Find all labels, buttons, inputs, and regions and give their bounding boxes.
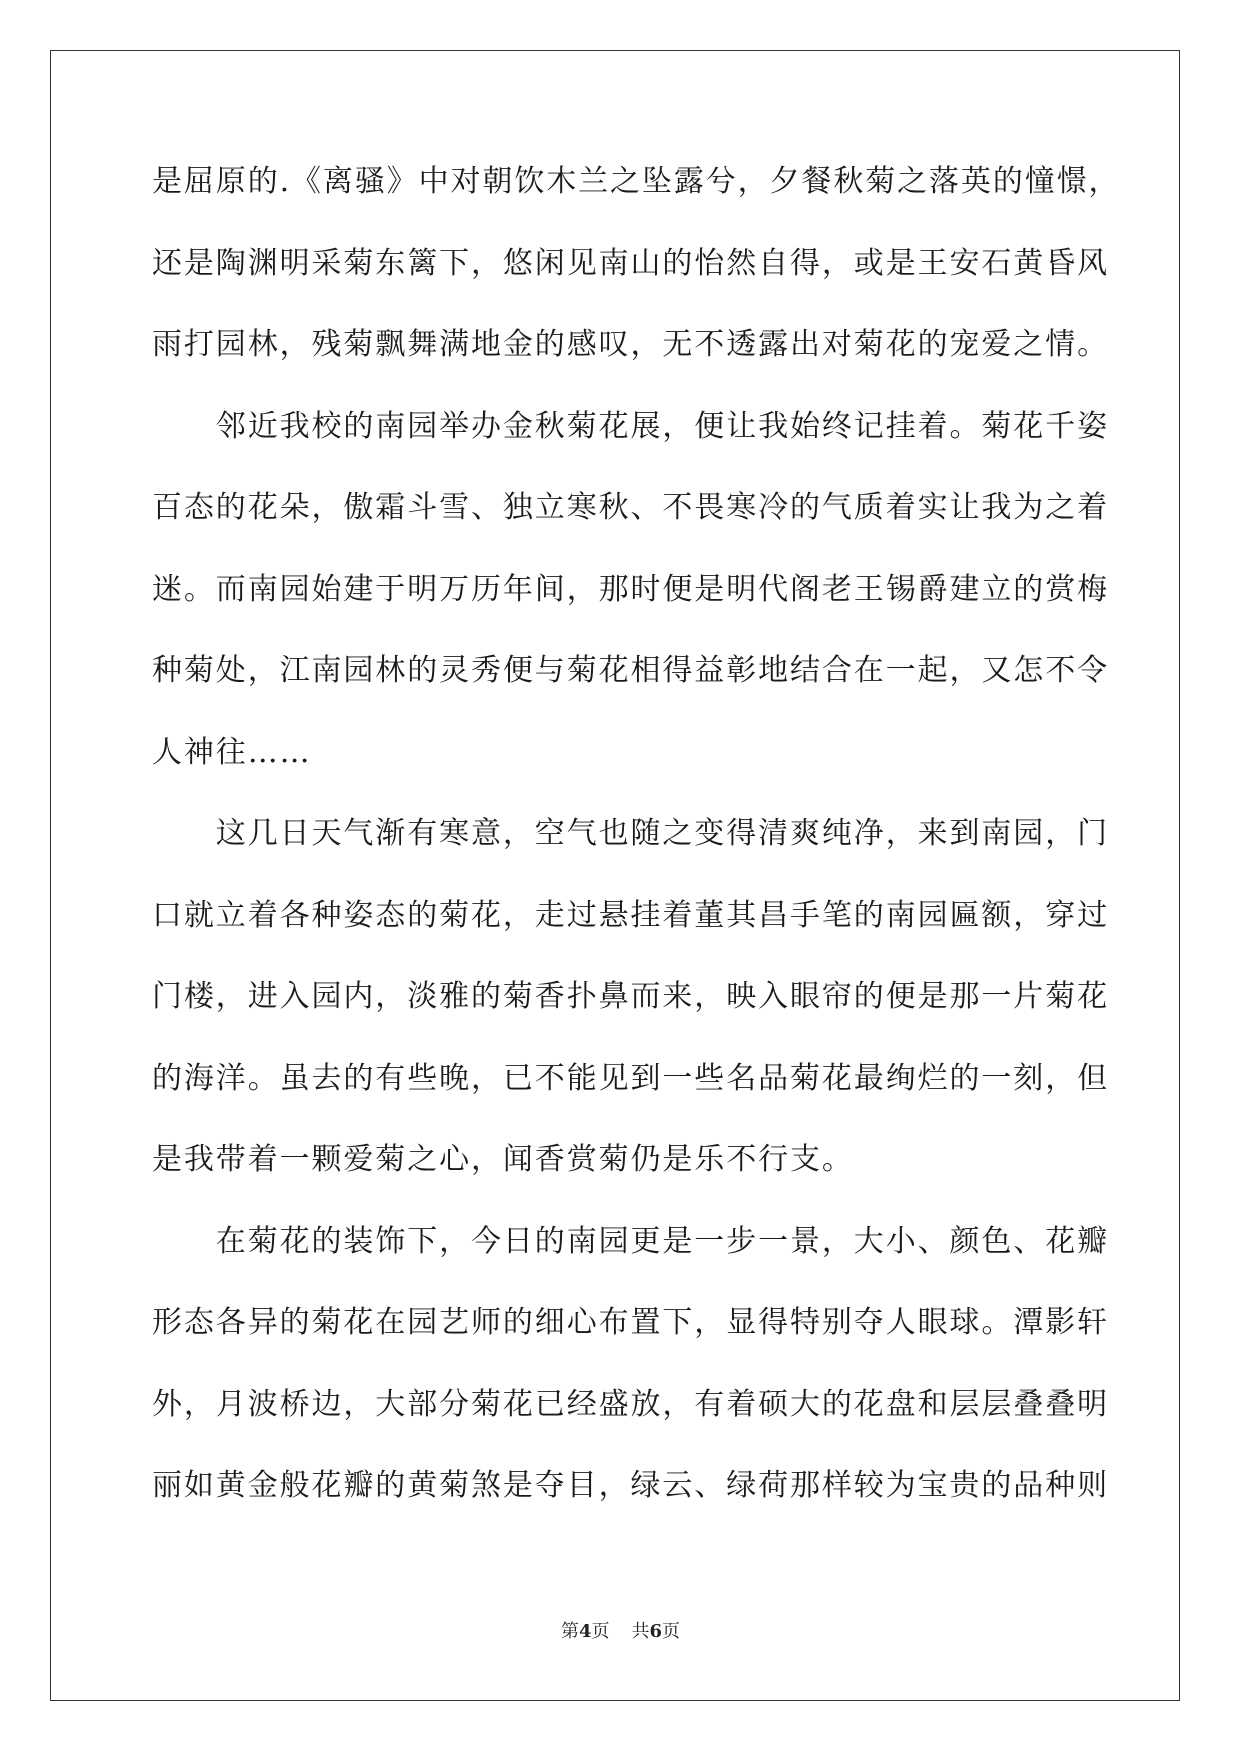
text-line: 形态各异的菊花在园艺师的细心布置下，显得特别夺人眼球。潭影轩	[152, 1305, 1109, 1340]
text-line: 种菊处，江南园林的灵秀便与菊花相得益彰地结合在一起，又怎不令	[152, 653, 1109, 688]
text-line: 门楼，进入园内，淡雅的菊香扑鼻而来，映入眼帘的便是那一片菊花	[152, 979, 1109, 1014]
paragraph-4	[152, 1222, 1109, 1548]
text-line: 这几日天气渐有寒意，空气也随之变得清爽纯净，来到南园，门	[152, 816, 1109, 851]
text-line: 是我带着一颗爱菊之心，闻香赏菊仍是乐不行支。	[152, 1142, 854, 1177]
text-line: 邻近我校的南园举办金秋菊花展，便让我始终记挂着。菊花千姿	[152, 408, 1109, 444]
text-line: 丽如黄金般花瓣的黄菊煞是夺目，绿云、绿荷那样较为宝贵的品种则	[152, 1468, 1109, 1503]
page-number: 4	[578, 1621, 592, 1642]
document-body	[152, 162, 1121, 1548]
paragraph-3	[152, 814, 1109, 1222]
text-line: 外，月波桥边，大部分菊花已经盛放，有着硕大的花盘和层层叠叠明	[152, 1386, 1109, 1422]
text-line: 的海洋。虽去的有些晚，已不能见到一些名品菊花最绚烂的一刻，但	[152, 1060, 1109, 1096]
text-line: 是屈原的.《离骚》中对朝饮木兰之坠露兮，夕餐秋菊之落英的憧憬，	[152, 164, 1121, 199]
paragraph-1	[152, 162, 1121, 407]
paragraph-2	[152, 407, 1109, 815]
total-prefix: 共	[631, 1621, 650, 1642]
text-line: 雨打园林，残菊飘舞满地金的感叹，无不透露出对菊花的宠爱之情。	[152, 327, 1109, 362]
text-line: 人神往……	[152, 734, 312, 770]
total-pages: 6	[649, 1621, 663, 1642]
page-footer	[0, 1617, 1241, 1643]
text-line: 在菊花的装饰下，今日的南园更是一步一景，大小、颜色、花瓣	[152, 1223, 1109, 1259]
total-suffix: 页	[662, 1621, 681, 1642]
page-prefix: 第	[560, 1621, 579, 1642]
text-line: 还是陶渊明采菊东篱下，悠闲见南山的怡然自得，或是王安石黄昏风	[152, 245, 1109, 281]
text-line: 迷。而南园始建于明万历年间，那时便是明代阁老王锡爵建立的赏梅	[152, 571, 1109, 607]
text-line: 口就立着各种姿态的菊花，走过悬挂着董其昌手笔的南园匾额，穿过	[152, 897, 1109, 933]
text-line: 百态的花朵，傲霜斗雪、独立寒秋、不畏寒冷的气质着实让我为之着	[152, 490, 1109, 525]
page-suffix: 页	[591, 1621, 610, 1642]
